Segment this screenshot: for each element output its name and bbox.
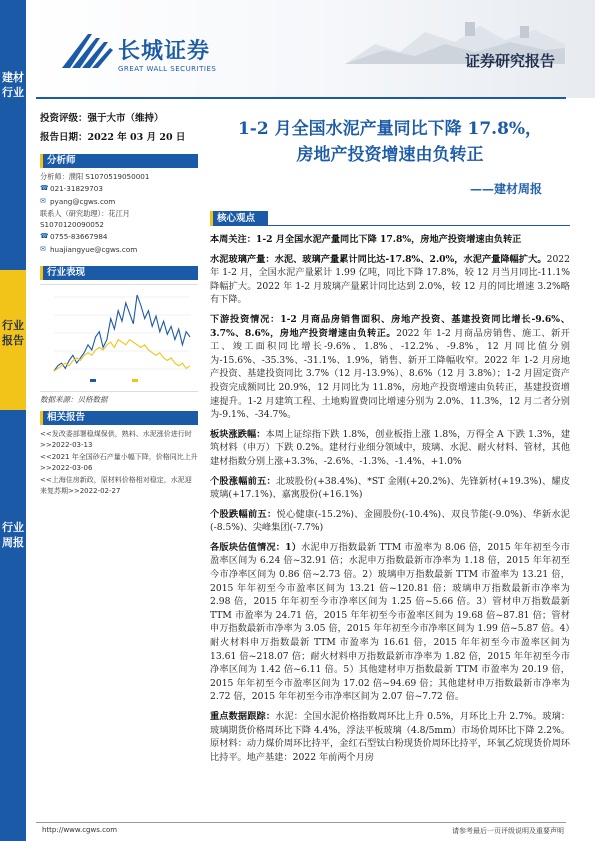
investment-rating: 投资评级：强于大市（维持）	[40, 113, 164, 124]
analyst-heading: 分析师	[40, 154, 198, 168]
core-viewpoint-header	[210, 211, 570, 226]
header-rule	[36, 97, 566, 99]
industry-performance-heading: 行业表现	[40, 266, 198, 280]
title-line-2: 房地产投资增速由负转正	[296, 145, 484, 165]
chart-source: 数据来源：贝格数据	[40, 394, 108, 404]
related-report-link[interactable]: <<上海住房新政，原材料价格相对稳定，水泥迎来复苏期>>2022-02-27	[40, 475, 192, 495]
footer-disclaimer: 请参考最后一页评级说明及重要声明	[452, 827, 564, 835]
key-data-tracking: 重点数据跟踪：水泥：全国水泥价格指数周环比上升 0.5%，月环比上升 2.7%。玻璃：玻璃期货价格周环比下降 4.4%，浮法平板玻璃（4.8/5mm）市场价周环比下降 2.2%。原材料：动力煤价周环比持平，金红石型钛白粉现货价周环比持平，环氧乙烷现货价周环比持平。地产基建：2022 年前两个月房	[210, 711, 571, 763]
contact-license: S1070120090052	[40, 220, 105, 229]
contact-line: 联系人（研究助理）：花江月	[40, 208, 130, 218]
report-title	[210, 116, 570, 168]
sidebar-bottom-label: 行业周报	[2, 521, 24, 549]
related-reports-heading: 相关报告	[40, 411, 198, 425]
contact-phone-row	[40, 231, 198, 243]
report-date: 报告日期：2022 年 03 月 20 日	[40, 132, 186, 143]
email-icon: ✉	[40, 245, 46, 254]
email-icon: ✉	[40, 197, 46, 206]
related-report-link[interactable]: <<2021 年全国砂石产量小幅下降，价格同比上升>>2022-03-06	[40, 452, 198, 472]
analyst-info	[40, 171, 198, 256]
analyst-email[interactable]: pyang@cgws.com	[50, 197, 116, 206]
title-line-1: 1-2 月全国水泥产量同比下降 17.8%，	[237, 119, 543, 139]
left-column	[40, 108, 198, 498]
analyst-phone[interactable]: 021-31829703	[50, 183, 103, 193]
contact-phone[interactable]: 0755-83667984	[50, 231, 108, 241]
phone-icon: ☎	[40, 231, 49, 240]
series-line-2	[54, 339, 190, 370]
page-footer	[36, 822, 566, 836]
phone-icon: ☎	[40, 183, 49, 192]
downstream-investment: 下游投资情况：1-2 月商品房销售面积、房地产投资、基建投资同比增长-9.6%、3.7%、8.6%，房地产投资增速由负转正。2022 年 1-2 月商品房销售、施工、新开工、竣工面积同比增长-9.6%、1.8%、-12.2%、-9.8%，12 月同比值分别为-15.6%、-35.3%、-31.1%、1.9%，销售、新开工降幅收窄。2022 年 1-2 月房地产投资、基建投资同比 3.7%（12 月-13.9%）、8.6%（12 月 3.8%）；1-2 月固定资产投资完成额同比 20.9%，12 月同比为 11.8%，房地产投资增速由负转正，基建投资增速提升。1-2 月建筑工程、土地购置费同比增速分别为 2.0%、11.3%，12 月二者分别为-9.1%、-34.7%。	[210, 313, 570, 421]
logo-text-en: GREAT WALL SECURITIES	[118, 65, 217, 73]
core-viewpoint-body	[210, 233, 570, 770]
sector-valuation: 各版块估值情况：1）水泥申万指数最新 TTM 市盈率为 8.06 倍，2015 年年初至今市盈率区间为 6.24 倍~32.91 倍；水泥申万指数最新市净率为 1.18 倍，2015 年年初至今市净率区间为 0.86 倍~2.73 倍。2）玻璃申万指数最新 TTM 市盈率为 13.21 倍，2015 年年初至今市盈率区间为 13.21 倍~120.81 倍；玻璃申万指数最新市净率为 2.98 倍，2015 年年初至今市净率区间为 1.25 倍~5.66 倍。3）管材申万指数最新 TTM 市盈率为 24.71 倍，2015 年年初至今市盈率区间为 19.68 倍~87.81 倍；管材申万指数最新市净率为 3.05 倍，2015 年年初至今市净率区间为 1.99 倍~5.87 倍。4）耐火材料申万指数最新 TTM 市盈率为 16.61 倍，2015 年年初至今市盈率区间为 13.61 倍~218.07 倍；耐火材料申万指数最新市净率为 1.82 倍，2015 年年初至今市净率区间为 1.42 倍~6.11 倍。5）其他建材申万指数最新 TTM 市盈率为 20.19 倍，2015 年年初至今市盈率区间为 17.02 倍~94.69 倍；其他建材申万指数最新市净率为 2.72 倍，2015 年年初至今市净率区间为 2.07 倍~7.72 倍。	[210, 541, 570, 703]
page-header	[26, 0, 595, 98]
sidebar-mid-label: 行业报告	[2, 319, 24, 347]
company-logo-icon	[58, 28, 114, 74]
related-report-link[interactable]: <<发改委部署稳煤保供，熟料、水泥涨价进行时>>2022-03-13	[40, 429, 192, 449]
analyst-line: 分析师：濮阳 S1070519050001	[40, 172, 150, 181]
contact-email-row	[40, 244, 198, 256]
performance-chart-svg	[40, 285, 198, 393]
logo-text-cn: 长城证券	[118, 38, 211, 64]
footer-url-link[interactable]: http://www.cgws.com	[42, 826, 118, 834]
cement-glass-output: 水泥玻璃产量：水泥、玻璃产量累计同比达-17.8%、2.0%，水泥产量降幅扩大。2022 年 1-2 月，全国水泥产量累计 1.99 亿吨，同比下降 17.8%，较 12 月当月同比-11.1%降幅扩大。2022 年 1-2 月玻璃产量累计同比达到 2.0%，较 12 月的同比增速 3.2%略有下降。	[210, 253, 570, 306]
contact-email[interactable]: huajiangyue@cgws.com	[50, 245, 138, 254]
report-subtitle: ——建材周报	[470, 182, 543, 196]
sidebar-top-label: 建材行业	[2, 71, 24, 99]
left-sidebar	[0, 0, 26, 841]
weekly-focus: 本周关注：1-2 月全国水泥产量同比下降 17.8%，房地产投资增速由负转正	[210, 234, 522, 245]
top-losers: 个股跌幅前五：悦心健康(-15.2%)、金圆股份(-10.4%)、双良节能(-9.0%)、华新水泥(-8.5%)、尖峰集团(-7.7%)	[210, 508, 570, 534]
analyst-phone-row	[40, 183, 198, 195]
top-gainers: 个股涨幅前五：北玻股份(+38.4%)、*ST 金刚(+20.2%)、先锋新材(+19.3%)、耀皮玻璃(+17.1%)、嘉寓股份(+16.1%)	[210, 475, 570, 501]
industry-performance-chart	[40, 284, 198, 392]
report-type-label: 证券研究报告	[464, 52, 555, 70]
related-reports-list	[40, 429, 198, 498]
sector-performance: 板块涨跌幅：本周上证综指下跌 1.8%，创业板指上涨 1.8%，万得全 A 下跌 1.3%，建筑材料（申万）下跌 0.2%。建材行业细分领域中，玻璃、水泥、耐火材料、管材，其他建材指数分别上涨+3.3%、-2.6%、-1.3%、-1.4%、+1.0%	[210, 428, 571, 467]
analyst-email-row	[40, 196, 198, 208]
core-viewpoint-tab: 核心观点	[210, 211, 268, 226]
